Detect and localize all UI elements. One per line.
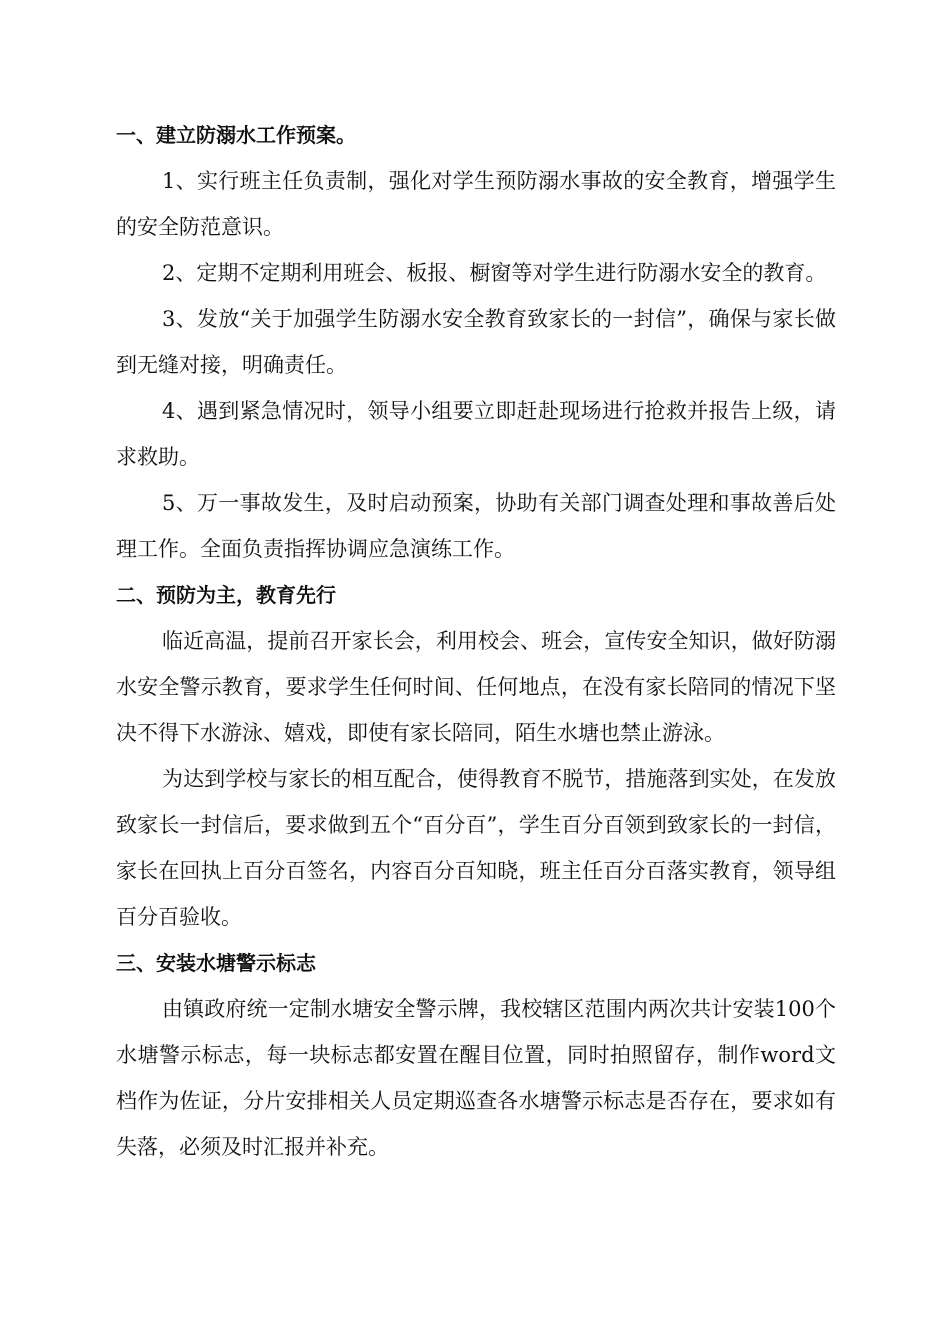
section-heading: 三、安装水塘警示标志 [116,951,316,975]
section-paragraph: 为达到学校与家长的相互配合，使得教育不脱节，措施落到实处，在发放致家长一封信后，要求做到五个“百分百”，学生百分百领到致家长的一封信，家长在回执上百分百签名，内容百分百知晓，班主任百分百落实教育，领导组百分百验收。 [116,767,836,929]
section-heading: 二、预防为主，教育先行 [116,583,336,607]
section-heading: 一、建立防溺水工作预案。 [116,123,356,147]
section-paragraph: 3、发放“关于加强学生防溺水安全教育致家长的一封信”，确保与家长做到无缝对接，明确责任。 [116,307,836,377]
section-paragraph: 5、万一事故发生，及时启动预案，协助有关部门调查处理和事故善后处理工作。全面负责指挥协调应急演练工作。 [116,491,836,561]
document-body [116,112,836,1170]
section-paragraph: 1、实行班主任负责制，强化对学生预防溺水事故的安全教育，增强学生的安全防范意识。 [116,169,836,239]
section-paragraph: 2、定期不定期利用班会、板报、橱窗等对学生进行防溺水安全的教育。 [162,261,827,285]
section-paragraph: 4、遇到紧急情况时，领导小组要立即赶赴现场进行抢救并报告上级，请求救助。 [116,399,836,469]
section-paragraph: 由镇政府统一定制水塘安全警示牌，我校辖区范围内两次共计安装100个水塘警示标志，每一块标志都安置在醒目位置，同时拍照留存，制作word文档作为佐证，分片安排相关人员定期巡查各水塘警示标志是否存在，要求如有失落，必须及时汇报并补充。 [116,997,836,1159]
section-paragraph: 临近高温，提前召开家长会，利用校会、班会，宣传安全知识，做好防溺水安全警示教育，要求学生任何时间、任何地点，在没有家长陪同的情况下坚决不得下水游泳、嬉戏，即使有家长陪同，陌生水塘也禁止游泳。 [116,629,836,745]
